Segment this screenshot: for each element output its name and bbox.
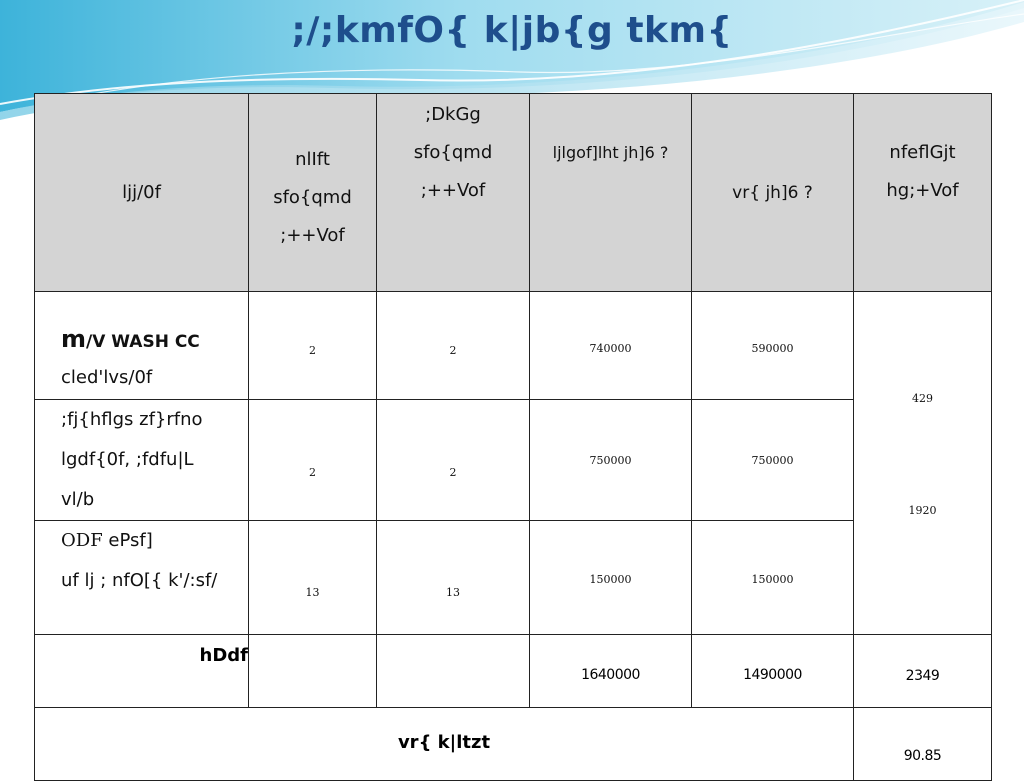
header-planned-programs xyxy=(249,94,377,292)
row-label-line1b: ePsf] xyxy=(108,530,153,551)
row-label-odf: ODF xyxy=(61,530,103,551)
total-completed-empty xyxy=(377,635,530,708)
header-beneficiaries-line2: hg;+Vof xyxy=(886,180,959,201)
header-spent-budget: vr{ jh]6 ? xyxy=(692,94,854,292)
planned-cell: 13 xyxy=(249,521,377,635)
total-spent: 1490000 xyxy=(692,635,854,708)
header-row xyxy=(35,94,992,292)
header-beneficiaries xyxy=(854,94,992,292)
planned-cell: 2 xyxy=(249,400,377,521)
row-label-line2: cled'lvs/0f xyxy=(61,367,153,388)
total-beneficiaries: 2349 xyxy=(854,635,992,708)
table-row xyxy=(35,521,992,635)
row-label-line3: vl/b xyxy=(61,489,95,510)
completed-cell: 13 xyxy=(377,521,530,635)
planned-cell: 2 xyxy=(249,292,377,400)
header-planned-line3: ;++Vof xyxy=(280,224,345,246)
header-completed-line1: ;DkGg xyxy=(425,104,481,125)
row-activity-label xyxy=(35,400,249,521)
allocated-cell: 150000 xyxy=(530,521,692,635)
row-label-line2: uf lj ; nfO[{ k'/:sf/ xyxy=(61,570,218,591)
row-label-prefix: m xyxy=(61,325,87,353)
total-label: hDdf xyxy=(35,635,249,708)
row-label-line1: ;fj{hflgs zf}rfno xyxy=(61,409,203,430)
row-activity-label xyxy=(35,521,249,635)
header-allocated-budget: ljlgof]lht jh]6 ? xyxy=(530,94,692,292)
expense-percent-row xyxy=(35,708,992,781)
row-activity-label xyxy=(35,292,249,400)
allocated-cell: 750000 xyxy=(530,400,692,521)
row-label-bold: /V WASH CC xyxy=(86,332,200,352)
header-completed-line2: sfo{qmd xyxy=(413,142,493,163)
table-row xyxy=(35,292,992,400)
total-planned-empty xyxy=(249,635,377,708)
completed-cell: 2 xyxy=(377,292,530,400)
allocated-cell: 740000 xyxy=(530,292,692,400)
spent-cell: 590000 xyxy=(692,292,854,400)
header-planned-line2: sfo{qmd xyxy=(273,186,352,208)
beneficiaries-value-1: 429 xyxy=(912,392,933,405)
total-row xyxy=(35,635,992,708)
row-label-line2: lgdf{0f, ;fdfu|L xyxy=(61,449,194,470)
budget-progress-table xyxy=(34,93,992,781)
expense-percent-value: 90.85 xyxy=(854,708,992,781)
spent-cell: 750000 xyxy=(692,400,854,521)
header-completed-line3: ;++Vof xyxy=(420,180,486,201)
spent-cell: 150000 xyxy=(692,521,854,635)
header-activity: ljj/0f xyxy=(35,94,249,292)
completed-cell: 2 xyxy=(377,400,530,521)
beneficiaries-value-2: 1920 xyxy=(908,504,937,517)
table-row xyxy=(35,400,992,521)
slide-title: ;/;kmfO{ k|jb{g tkm{ xyxy=(291,10,733,51)
beneficiaries-merged-cell xyxy=(854,292,992,635)
expense-percent-label: vr{ k|ltzt xyxy=(35,708,854,781)
header-completed-programs xyxy=(377,94,530,292)
total-allocated: 1640000 xyxy=(530,635,692,708)
header-planned-line1: nlIft xyxy=(295,148,330,170)
header-beneficiaries-line1: nfeflGjt xyxy=(889,142,956,163)
